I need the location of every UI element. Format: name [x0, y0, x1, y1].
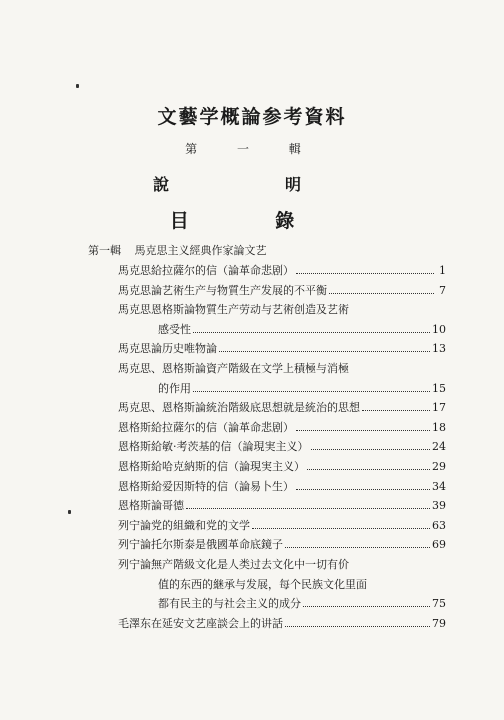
- toc-leader-dots: [329, 282, 434, 294]
- toc-entry-page: 7: [439, 283, 446, 297]
- print-speck: [76, 84, 79, 88]
- toc-leader-dots: [252, 517, 430, 529]
- toc-entry-title: 馬克思、恩格斯論統治階級底思想就是統治的思想: [118, 401, 360, 415]
- toc-leader-dots: [193, 380, 430, 392]
- toc-section-header: [88, 242, 267, 260]
- toc-leader-dots: [296, 262, 434, 274]
- toc-entry[interactable]: [118, 399, 446, 417]
- toc-entry-page: 18: [432, 420, 446, 434]
- toc-entry-title: 恩格斯給敏·考茨基的信（論現実主义）: [118, 440, 309, 454]
- book-title: 文藝学概論参考資料: [157, 106, 347, 128]
- toc-entry-title: 恩格斯給拉薩尔的信（論革命悲剧）: [118, 420, 294, 434]
- toc-entry-page: 79: [432, 616, 446, 630]
- toc-entry[interactable]: [118, 419, 446, 437]
- toc-entry-page: 24: [432, 440, 446, 454]
- toc-leader-dots: [303, 595, 430, 607]
- toc-leader-dots: [219, 340, 430, 352]
- toc-entry-title: 列宁論無产階級文化是人类过去文化中一切有价: [118, 558, 349, 571]
- toc-entry[interactable]: [118, 517, 446, 535]
- toc-entry[interactable]: [158, 380, 446, 398]
- toc-entry-title: 的作用: [158, 381, 191, 395]
- toc-leader-dots: [193, 321, 430, 333]
- toc-leader-dots: [296, 478, 430, 490]
- toc-entry[interactable]: [118, 360, 446, 378]
- toc-entry[interactable]: [118, 556, 446, 574]
- preface-heading: 說 明: [152, 175, 351, 194]
- toc-leader-dots: [285, 536, 430, 548]
- toc-entry-page: 34: [432, 479, 446, 493]
- toc-entry-title: 列宁論党的組織和党的文学: [118, 518, 250, 532]
- toc-entry-title: 恩格斯給哈克納斯的信（論現実主义）: [118, 460, 305, 473]
- toc-entry[interactable]: [118, 458, 446, 476]
- toc-entry-title: 馬克思恩格斯論物質生产劳动与艺術创造及艺術: [118, 303, 349, 317]
- toc-leader-dots: [186, 497, 430, 509]
- toc-entry-page: 10: [432, 322, 446, 336]
- toc-entry[interactable]: [118, 478, 446, 496]
- toc-entry-page: 1: [439, 264, 446, 277]
- toc-entry-page: 13: [432, 342, 446, 356]
- toc-entry-title: 毛澤东在延安文艺座談会上的讲話: [118, 616, 283, 630]
- toc-entry-page: 75: [432, 597, 446, 611]
- toc-entry-title: 馬克思給拉薩尔的信（論革命悲剧）: [118, 264, 294, 277]
- section-title: 馬克思主义經典作家論文艺: [134, 244, 267, 257]
- toc-entry-title: 馬克思論艺術生产与物質生产发展的不平衡: [118, 283, 327, 297]
- toc-entry[interactable]: [118, 536, 446, 554]
- toc-entry-title: 列宁論托尔斯泰是俄國革命底鏡子: [118, 538, 283, 552]
- toc-entry[interactable]: [118, 282, 446, 300]
- toc-entry-title: 馬克思論历史唯物論: [118, 342, 217, 356]
- volume-label: 第 一 輯: [185, 142, 319, 156]
- toc-entry-page: 15: [432, 381, 446, 395]
- toc-entry-title: 都有民主的与社会主义的成分: [158, 597, 301, 611]
- toc-entry-page: 17: [432, 401, 446, 415]
- toc-entry-page: 39: [432, 499, 446, 513]
- toc-entry[interactable]: [118, 497, 446, 515]
- toc-entry[interactable]: [118, 262, 446, 280]
- toc-leader-dots: [296, 419, 430, 431]
- toc-title: 目 錄: [169, 210, 335, 232]
- toc-leader-dots: [307, 458, 430, 470]
- toc-entry[interactable]: [118, 340, 446, 358]
- toc-entry[interactable]: [158, 321, 446, 339]
- print-speck: [68, 510, 71, 514]
- toc-entry-title: 恩格斯論哥德: [118, 499, 184, 513]
- toc-entry[interactable]: [158, 595, 446, 613]
- toc-leader-dots: [362, 399, 430, 411]
- toc-entry-title: 馬克思、恩格斯論資产階級在文学上積極与消極: [118, 362, 349, 375]
- toc-leader-dots: [311, 438, 431, 450]
- toc-entry-page: 63: [432, 518, 446, 532]
- toc-leader-dots: [285, 615, 430, 627]
- toc-entry[interactable]: [118, 301, 446, 319]
- toc-entry-page: 29: [432, 460, 446, 473]
- toc-entry-title: 值的东西的継承与发展，每个民族文化里面: [158, 577, 367, 591]
- toc-entry-page: 69: [432, 538, 446, 552]
- toc-entry[interactable]: [158, 576, 446, 594]
- section-label: 第一輯: [88, 244, 121, 257]
- toc-entry[interactable]: [118, 438, 446, 456]
- toc-entry-title: 感受性: [158, 322, 191, 336]
- toc-entry[interactable]: [118, 615, 446, 633]
- toc-entry-title: 恩格斯給爱因斯特的信（論易卜生）: [118, 479, 294, 493]
